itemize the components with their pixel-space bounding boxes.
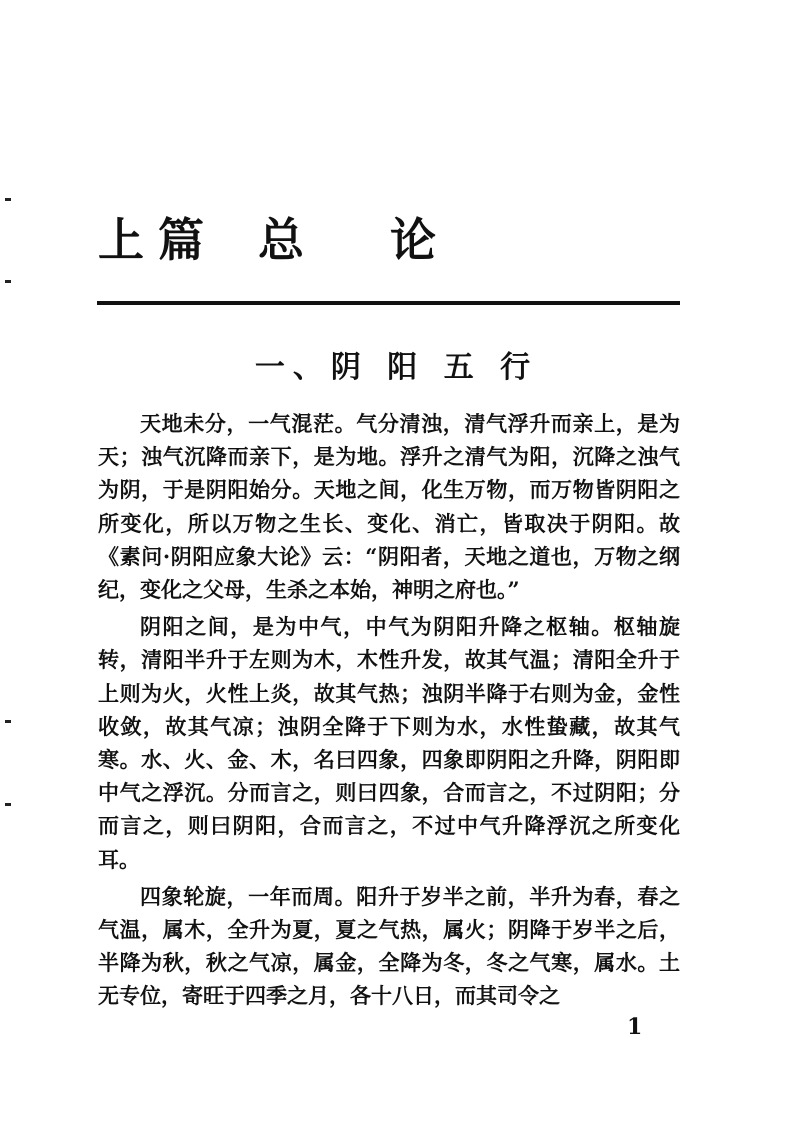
chapter-title-char: 论 (390, 213, 436, 267)
page-number: 1 (627, 1014, 643, 1040)
chapter-title-char: 总 (258, 213, 304, 267)
margin-mark (5, 198, 11, 201)
margin-mark (5, 720, 11, 723)
section-title: 一、阴 阳 五 行 (254, 350, 539, 385)
paragraph: 阴阳之间，是为中气，中气为阴阳升降之枢轴。枢轴旋转，清阳半升于左则为木，木性升发，故其气温；清阳全升于上则为火，火性上炎，故其气热；浊阴半降于右则为金，金性收敛，故其气凉；浊阴全降于下则为水，水性蛰藏，故其气寒。水、火、金、木，名曰四象，四象即阴阳之升降，阴阳即中气之浮沉。分而言之，则曰四象，合而言之，不过阴阳；分而言之，则曰阴阳，合而言之，不过中气升降浮沉之所变化耳。 (98, 614, 680, 872)
paragraph: 天地未分，一气混茫。气分清浊，清气浮升而亲上，是为天；浊气沉降而亲下，是为地。浮升之清气为阳，沉降之浊气为阴，于是阴阳始分。天地之间，化生万物，而万物皆阴阳之所变化，所以万物之生长、变化、消亡，皆取决于阴阳。故《素问·阴阳应象大论》云：“阴阳者，天地之道也，万物之纲纪，变化之父母，生杀之本始，神明之府也。” (98, 411, 680, 603)
title-divider (97, 301, 680, 305)
chapter-title-char: 上 (98, 213, 144, 267)
chapter-title-char: 篇 (158, 213, 204, 267)
margin-mark (5, 280, 11, 283)
paragraph: 四象轮旋，一年而周。阳升于岁半之前，半升为春，春之气温，属木，全升为夏，夏之气热，属火；阴降于岁半之后，半降为秋，秋之气凉，属金，全降为冬，冬之气寒，属水。土无专位，寄旺于四季之月，各十八日，而其司令之 (98, 883, 680, 1009)
body-text (98, 407, 680, 1013)
margin-mark (5, 803, 11, 806)
